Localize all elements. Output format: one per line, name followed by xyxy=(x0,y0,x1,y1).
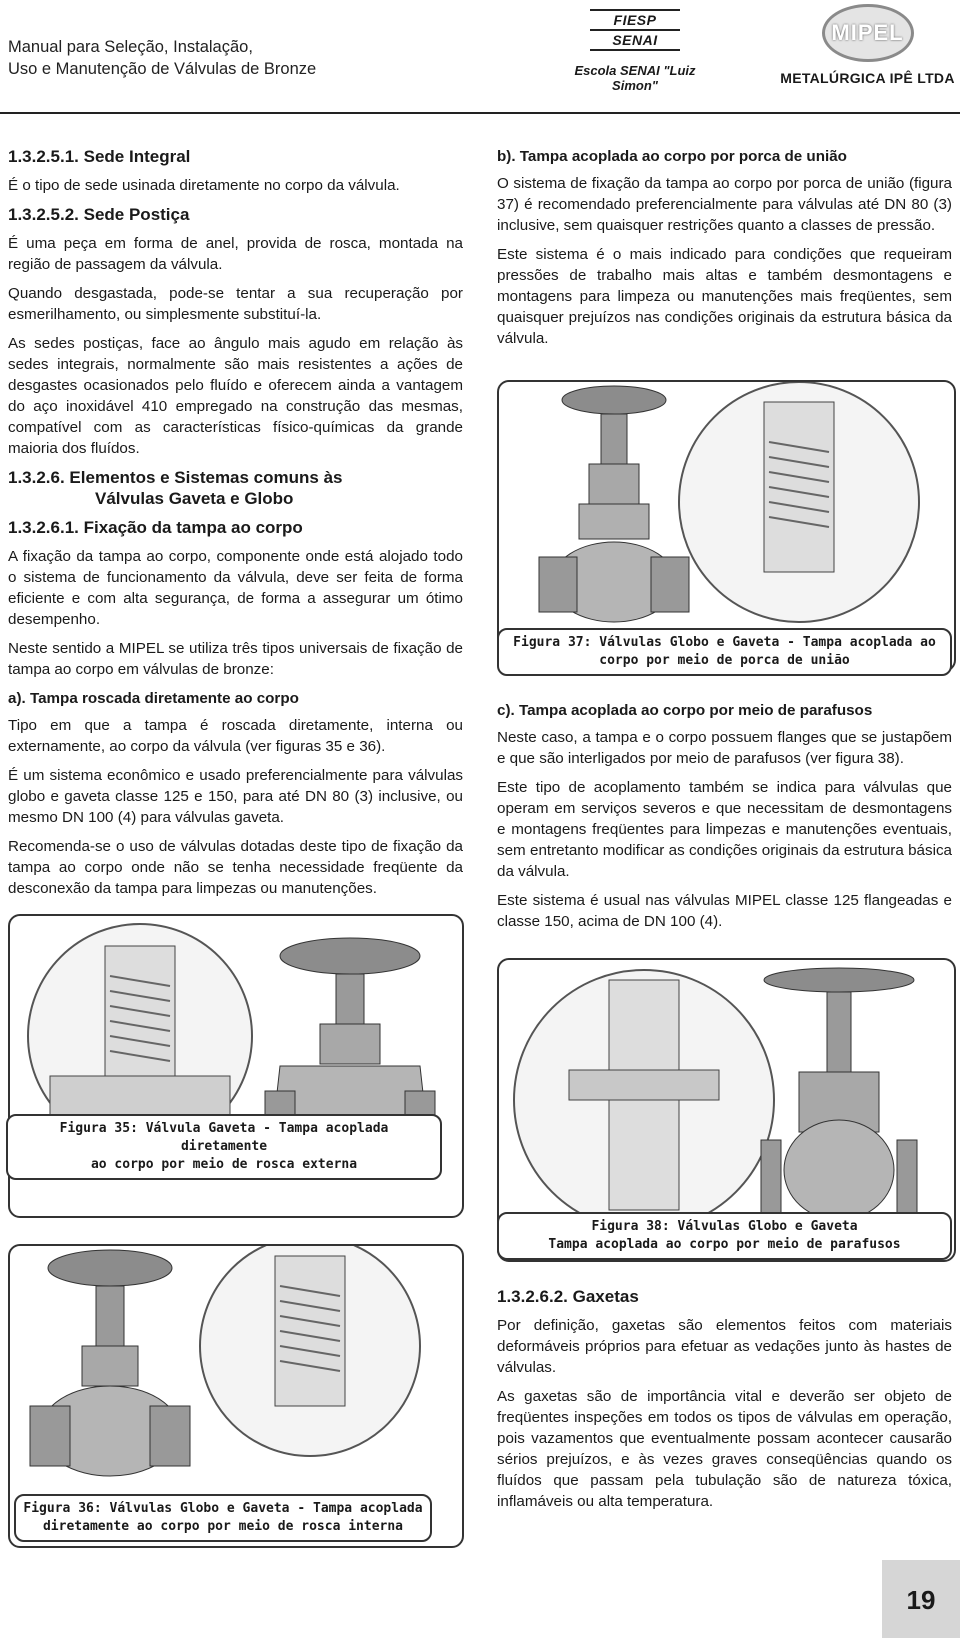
mipel-brand xyxy=(780,4,955,86)
paragraph: Neste sentido a MIPEL se utiliza três tipos universais de fixação de tampa ao corpo em válvulas de bronze: xyxy=(8,640,463,678)
paragraph: É um sistema econômico e usado preferencialmente para válvulas globo e gaveta classe 125 e 150, para até DN 80 (3) inclusive, ou mesmo DN 100 (4) para válvulas gaveta. xyxy=(8,767,463,826)
paragraph: Este sistema é usual nas válvulas MIPEL classe 125 flangeadas e classe 150, acima de DN 100 (4). xyxy=(497,892,952,930)
figure-36-caption xyxy=(14,1494,432,1542)
paragraph: O sistema de fixação da tampa ao corpo por porca de união (figura 37) é recomendado preferencialmente para válvulas até DN 80 (3) inclusive, sem quaisquer restrições quanto a classes de pressão. xyxy=(497,175,952,234)
heading-fixacao-tampa: 1.3.2.6.1. Fixação da tampa ao corpo xyxy=(8,518,303,537)
school-name: Escola SENAI "Luiz Simon" xyxy=(574,63,696,93)
paragraph: As gaxetas são de importância vital e deverão ser objeto de freqüentes inspeções em todos os tipos de válvulas em operação, pois vazamentos que eventualmente possam acontecer causarão sérios prejuízos, e às vezes graves conseqüências quando os fluídos que passam pela tubulação são de natureza tóxica, inflamáveis ou alta temperatura. xyxy=(497,1388,952,1510)
company-name: METALÚRGICA IPÊ LTDA xyxy=(780,70,955,86)
paragraph: Tipo em que a tampa é roscada diretamente, interna ou externamente, ao corpo da válvula (ver figuras 35 e 36). xyxy=(8,717,463,755)
document-header-title xyxy=(8,36,316,80)
union-bonnet-valve-illustration xyxy=(499,382,954,670)
heading-sede-integral: 1.3.2.5.1. Sede Integral xyxy=(8,147,191,166)
paragraph: A fixação da tampa ao corpo, componente onde está alojado todo o sistema de funcionamento da válvula, deve ser feita de forma eficiente e com alta segurança, de forma a assegurar um ótimo desempenho. xyxy=(8,548,463,628)
senai-text: SENAI xyxy=(612,32,658,48)
page-number: 19 xyxy=(906,1585,936,1615)
caption-line: Figura 38: Válvulas Globo e Gaveta xyxy=(591,1219,858,1234)
paragraph: É uma peça em forma de anel, provida de rosca, montada na região de passagem da válvula. xyxy=(8,235,463,273)
paragraph: Este tipo de acoplamento também se indica para válvulas que operam em serviços severos e que necessitam de desmontagens e montagens freqüentes para limpezas e manutenções eventuais, sem entretanto modificar as condições originais da estrutura básica da válvula. xyxy=(497,779,952,880)
fiesp-senai-logo xyxy=(560,8,710,93)
caption-line: Tampa acoplada ao corpo por meio de parafusos xyxy=(548,1237,901,1252)
paragraph: As sedes postiças, face ao ângulo mais agudo em relação às sedes integrais, normalmente são mais resistentes a ações de desgastes ocasionados pelo fluído e oferecem ainda a vantagem do aço inoxidável 410 empregado na construção das mesmas, compatível com as características físico-químicas da grande maioria dos fluídos. xyxy=(8,335,463,457)
paragraph: É o tipo de sede usinada diretamente no corpo da válvula. xyxy=(8,177,400,194)
right-column-top xyxy=(497,146,952,357)
header-title-line2: Uso e Manutenção de Válvulas de Bronze xyxy=(8,60,317,78)
left-column xyxy=(8,146,463,907)
caption-line: Figura 35: Válvula Gaveta - Tampa acoplada diretamente xyxy=(59,1121,389,1154)
heading-sede-postica: 1.3.2.5.2. Sede Postiça xyxy=(8,205,190,224)
caption-line: diretamente ao corpo por meio de rosca interna xyxy=(42,1519,404,1534)
right-column-middle xyxy=(497,700,952,940)
mipel-logo: MIPEL xyxy=(822,4,914,62)
heading-elementos-line2: Válvulas Gaveta e Globo xyxy=(95,489,294,508)
paragraph: Neste caso, a tampa e o corpo possuem flanges que se justapõem e que são interligados por meio de parafusos (ver figura 38). xyxy=(497,729,952,767)
caption-line: ao corpo por meio de rosca externa xyxy=(90,1157,358,1172)
caption-line: corpo por meio de porca de união xyxy=(599,653,850,668)
fiesp-text: FIESP xyxy=(613,12,657,28)
paragraph: Quando desgastada, pode-se tentar a sua recuperação por esmerilhamento, ou simplesmente substituí-la. xyxy=(8,285,463,323)
header-divider xyxy=(0,112,960,114)
subheading-a: a). Tampa roscada diretamente ao corpo xyxy=(8,690,299,707)
caption-line: Figura 37: Válvulas Globo e Gaveta - Tampa acoplada ao xyxy=(513,635,936,650)
subheading-b: b). Tampa acoplada ao corpo por porca de união xyxy=(497,148,847,165)
paragraph: Este sistema é o mais indicado para condições que requeiram pressões de trabalho mais altas e também desmontagens e montagens para limpeza ou manutenções mais freqüentes, sem quaisquer prejuízos nas condições originais da estrutura básica da válvula. xyxy=(497,246,952,347)
paragraph: Por definição, gaxetas são elementos feitos com materiais deformáveis próprios para efetuar as vedações junto às hastes de válvulas. xyxy=(497,1317,952,1376)
caption-line: Figura 36: Válvulas Globo e Gaveta - Tampa acoplada xyxy=(23,1501,423,1516)
figure-37-caption xyxy=(497,628,952,676)
heading-elementos-line1: 1.3.2.6. Elementos e Sistemas comuns às xyxy=(8,468,343,487)
heading-gaxetas: 1.3.2.6.2. Gaxetas xyxy=(497,1287,639,1306)
figure-35-caption xyxy=(6,1114,442,1180)
paragraph: Recomenda-se o uso de válvulas dotadas deste tipo de fixação da tampa ao corpo onde não se tenha necessidade freqüente da desconexão da tampa para limpezas ou manutenções. xyxy=(8,838,463,897)
right-column-bottom xyxy=(497,1286,952,1520)
header-title-line1: Manual para Seleção, Instalação, xyxy=(8,38,253,56)
subheading-c: c). Tampa acoplada ao corpo por meio de parafusos xyxy=(497,702,873,719)
figure-38-caption xyxy=(497,1212,952,1260)
